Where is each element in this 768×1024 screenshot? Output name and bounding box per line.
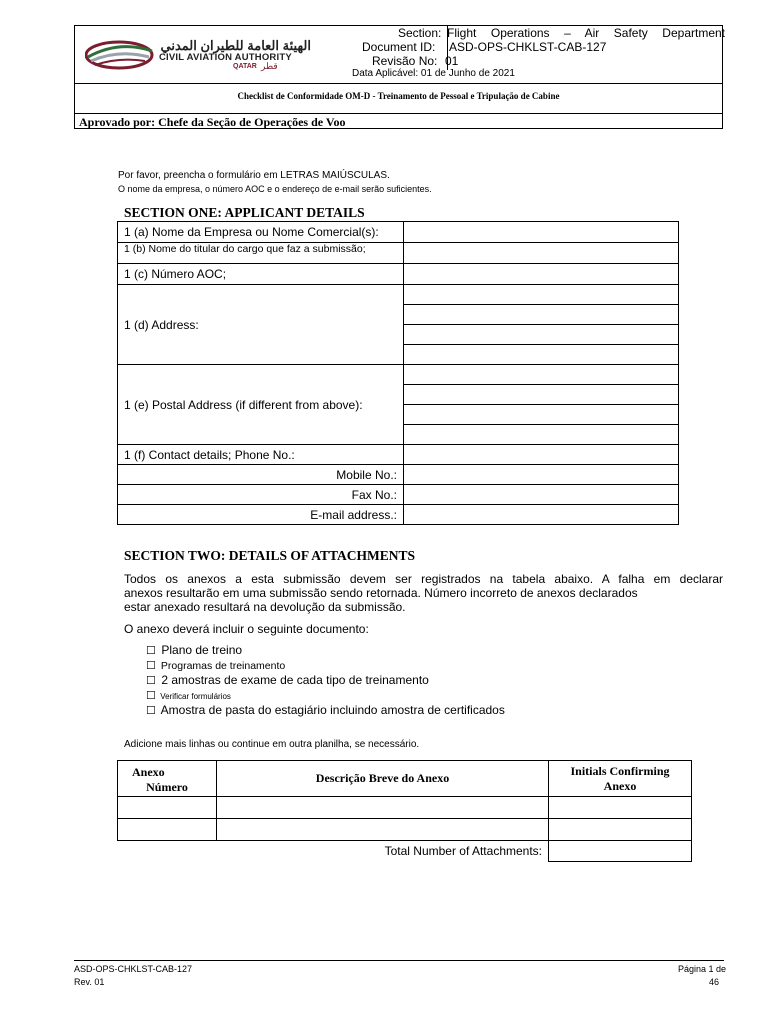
table-row xyxy=(118,841,692,862)
postal-address-field-2[interactable] xyxy=(404,385,679,405)
table-row xyxy=(118,285,679,305)
footer-page-line-1: Página 1 de xyxy=(677,964,726,974)
annex-header-line-1: Anexo xyxy=(132,765,165,779)
annex-initials-cell[interactable] xyxy=(549,819,692,841)
section-one-title: SECTION ONE: APPLICANT DETAILS xyxy=(124,205,365,220)
address-field-4[interactable] xyxy=(404,345,679,365)
annex-initials-cell[interactable] xyxy=(549,797,692,819)
annex-requirement-text: O anexo deverá incluir o seguinte documento: xyxy=(124,622,369,636)
attachments-table xyxy=(117,760,692,862)
annex-header-line-2: Número xyxy=(146,780,188,794)
logo-english-name: CIVIL AVIATION AUTHORITY xyxy=(159,52,292,63)
email-label: E-mail address.: xyxy=(118,505,404,525)
email-field[interactable] xyxy=(404,505,679,525)
checklist-title: Checklist de Conformidade OM-D - Treinamento de Pessoal e Tripulação de Cabine xyxy=(237,91,560,101)
table-row xyxy=(118,222,679,243)
initials-header xyxy=(549,761,692,797)
address-field-2[interactable] xyxy=(404,305,679,325)
table-row xyxy=(118,365,679,385)
address-label: 1 (d) Address: xyxy=(118,285,404,365)
list-item-label: Plano de treino xyxy=(161,643,243,657)
description-header: Descrição Breve do Anexo xyxy=(217,761,549,797)
list-item-label: Verificar formulários xyxy=(160,692,231,701)
section-label: Section: xyxy=(398,26,442,40)
postal-address-field-3[interactable] xyxy=(404,405,679,425)
table-row xyxy=(118,465,679,485)
phone-field[interactable] xyxy=(404,445,679,465)
applicable-date: Data Aplicável: 01 de Junho de 2021 xyxy=(352,68,515,79)
list-item xyxy=(146,689,231,702)
caa-logo xyxy=(85,35,315,75)
header-value-divider xyxy=(447,26,448,70)
table-header-row xyxy=(118,761,692,797)
annex-description-cell[interactable] xyxy=(217,797,549,819)
logo-country-arabic: قطر xyxy=(261,61,278,71)
attachments-paragraph-line-1: Todos os anexos a esta submissão devem ser registrados na tabela abaixo. A falha em declarar xyxy=(124,572,723,586)
list-item-label: Amostra de pasta do estagiário incluindo amostra de certificados xyxy=(160,703,505,717)
footer-revision: Rev. 01 xyxy=(74,977,105,987)
company-name-field[interactable] xyxy=(404,222,679,243)
revision-value: 01 xyxy=(445,54,459,68)
section-value: Flight Operations – Air Safety Department xyxy=(447,26,725,40)
postal-address-label: 1 (e) Postal Address (if different from above): xyxy=(118,365,404,445)
table-row xyxy=(118,505,679,525)
holder-name-field[interactable] xyxy=(404,243,679,264)
table-row xyxy=(118,797,692,819)
aoc-number-label: 1 (c) Número AOC; xyxy=(118,264,404,285)
checkbox-icon[interactable]: ☐ xyxy=(146,645,156,657)
total-attachments-label: Total Number of Attachments: xyxy=(118,841,549,862)
annex-number-cell[interactable] xyxy=(118,797,217,819)
logo-arabic-name: الهيئة العامة للطيران المدني xyxy=(160,38,311,53)
revision-label: Revisão No: xyxy=(372,54,438,68)
company-name-label: 1 (a) Nome da Empresa ou Nome Comercial(s): xyxy=(118,222,404,243)
list-item xyxy=(146,659,285,672)
add-rows-note: Adicione mais linhas ou continue em outra planilha, se necessário. xyxy=(124,739,420,750)
attachments-paragraph-line-3: estar anexado resultará na devolução da submissão. xyxy=(124,600,406,614)
header-divider xyxy=(75,83,722,84)
checkbox-icon[interactable]: ☐ xyxy=(146,675,156,687)
annex-number-header xyxy=(118,761,217,797)
header-divider xyxy=(75,113,722,114)
list-item xyxy=(146,703,505,717)
checkbox-icon[interactable]: ☐ xyxy=(146,705,156,717)
approved-by: Aprovado por: Chefe da Seção de Operações de Voo xyxy=(79,115,346,129)
table-row xyxy=(118,243,679,264)
annex-number-cell[interactable] xyxy=(118,819,217,841)
attachments-paragraph-line-2: anexos resultarão em uma submissão sendo retornada. Número incorreto de anexos declarados xyxy=(124,586,638,600)
fax-label: Fax No.: xyxy=(118,485,404,505)
holder-name-label: 1 (b) Nome do titular do cargo que faz a submissão; xyxy=(118,243,404,264)
document-id-value: ASD-OPS-CHKLST-CAB-127 xyxy=(449,40,607,54)
table-row xyxy=(118,819,692,841)
footer-doc-id: ASD-OPS-CHKLST-CAB-127 xyxy=(74,964,193,974)
list-item xyxy=(146,643,242,657)
postal-address-field-4[interactable] xyxy=(404,425,679,445)
mobile-label: Mobile No.: xyxy=(118,465,404,485)
postal-address-field-1[interactable] xyxy=(404,365,679,385)
footer-page-line-2: 46 xyxy=(708,977,719,987)
total-attachments-field[interactable] xyxy=(549,841,692,862)
address-field-3[interactable] xyxy=(404,325,679,345)
table-row xyxy=(118,485,679,505)
applicant-details-table xyxy=(117,221,679,525)
intro-line-2: O nome da empresa, o número AOC e o endereço de e-mail serão suficientes. xyxy=(118,184,432,194)
annex-description-cell[interactable] xyxy=(217,819,549,841)
checkbox-icon[interactable]: ☐ xyxy=(146,690,156,702)
mobile-field[interactable] xyxy=(404,465,679,485)
list-item-label: 2 amostras de exame de cada tipo de treinamento xyxy=(161,673,429,687)
contact-details-label: 1 (f) Contact details; Phone No.: xyxy=(118,445,404,465)
caa-emblem-icon xyxy=(85,35,155,75)
list-item-label: Programas de treinamento xyxy=(160,660,286,672)
initials-header-line-1: Initials Confirming xyxy=(570,764,670,778)
aoc-number-field[interactable] xyxy=(404,264,679,285)
intro-line-1: Por favor, preencha o formulário em LETRAS MAIÚSCULAS. xyxy=(118,170,390,181)
document-id-label: Document ID: xyxy=(362,40,436,54)
address-field-1[interactable] xyxy=(404,285,679,305)
initials-header-line-2: Anexo xyxy=(603,779,637,793)
footer-divider xyxy=(74,960,724,961)
list-item xyxy=(146,673,429,687)
table-row xyxy=(118,264,679,285)
section-two-title: SECTION TWO: DETAILS OF ATTACHMENTS xyxy=(124,548,416,563)
table-row xyxy=(118,445,679,465)
fax-field[interactable] xyxy=(404,485,679,505)
checkbox-icon[interactable]: ☐ xyxy=(146,660,156,672)
logo-country: QATAR xyxy=(233,63,257,70)
